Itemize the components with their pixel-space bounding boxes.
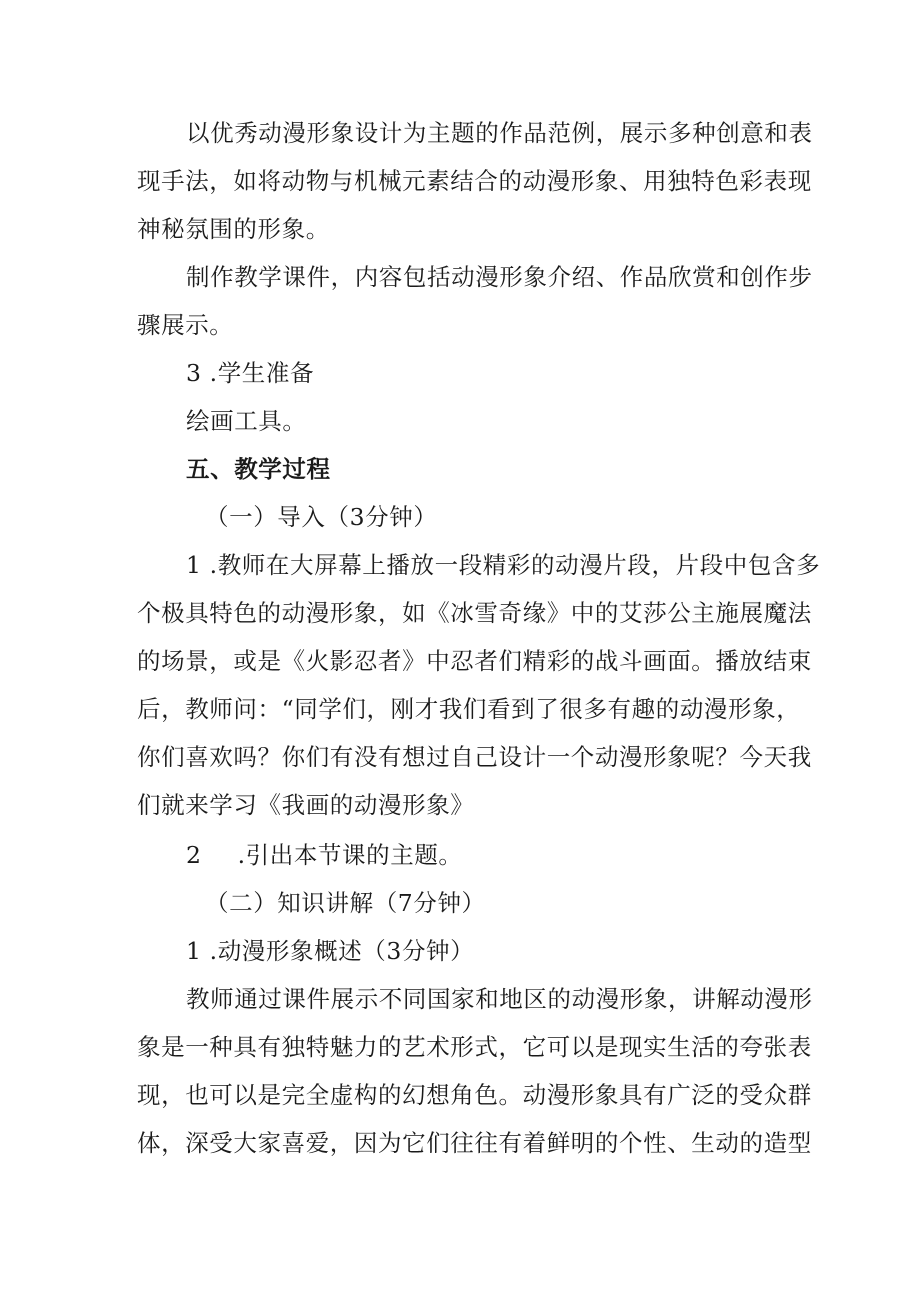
drawing-tools-text: 绘画工具。: [186, 407, 307, 435]
subheading-knowledge-explanation: （二）知识讲解（7分钟）: [205, 889, 486, 917]
paragraph-intro-line-1: 1 .教师在大屏幕上播放一段精彩的动漫片段，片段中包含多: [186, 551, 821, 579]
paragraph-2-line-2: 骤展示。: [137, 311, 234, 339]
paragraph-1-line-3: 神秘氛围的形象。: [137, 215, 330, 243]
paragraph-overview-line-2: 象是一种具有独特魅力的艺术形式，它可以是现实生活的夸张表: [137, 1033, 812, 1061]
paragraph-1-line-2: 现手法，如将动物与机械元素结合的动漫形象、用独特色彩表现: [137, 167, 812, 195]
paragraph-2-line-1: 制作教学课件，内容包括动漫形象介绍、作品欣赏和创作步: [186, 263, 813, 291]
subheading-anime-overview: 1 .动漫形象概述（3分钟）: [186, 937, 475, 965]
paragraph-intro-line-2: 个极具特色的动漫形象，如《冰雪奇缘》中的艾莎公主施展魔法: [137, 599, 812, 627]
paragraph-intro-line-6: 们就来学习《我画的动漫形象》: [137, 791, 475, 819]
subheading-introduction: （一）导入（3分钟）: [205, 503, 438, 531]
paragraph-overview-line-4: 体，深受大家喜爱，因为它们往往有着鲜明的个性、生动的造型: [137, 1129, 812, 1157]
paragraph-intro-line-5: 你们喜欢吗？你们有没有想过自己设计一个动漫形象呢？今天我: [137, 743, 812, 771]
intro-item-2-text: .引出本节课的主题。: [237, 841, 463, 869]
paragraph-1-line-1: 以优秀动漫形象设计为主题的作品范例，展示多种创意和表: [186, 119, 813, 147]
paragraph-intro-line-4: 后，教师问：“同学们，刚才我们看到了很多有趣的动漫形象，: [137, 695, 801, 723]
paragraph-intro-line-3: 的场景，或是《火影忍者》中忍者们精彩的战斗画面。播放结束: [137, 647, 812, 675]
paragraph-overview-line-3: 现，也可以是完全虚构的幻想角色。动漫形象具有广泛的受众群: [137, 1081, 812, 1109]
section-student-preparation: 3 .学生准备: [186, 359, 315, 387]
intro-item-2-number: 2: [186, 841, 202, 869]
heading-teaching-process: 五、教学过程: [186, 455, 331, 483]
paragraph-overview-line-1: 教师通过课件展示不同国家和地区的动漫形象，讲解动漫形: [186, 985, 813, 1013]
intro-item-2: [186, 840, 463, 870]
